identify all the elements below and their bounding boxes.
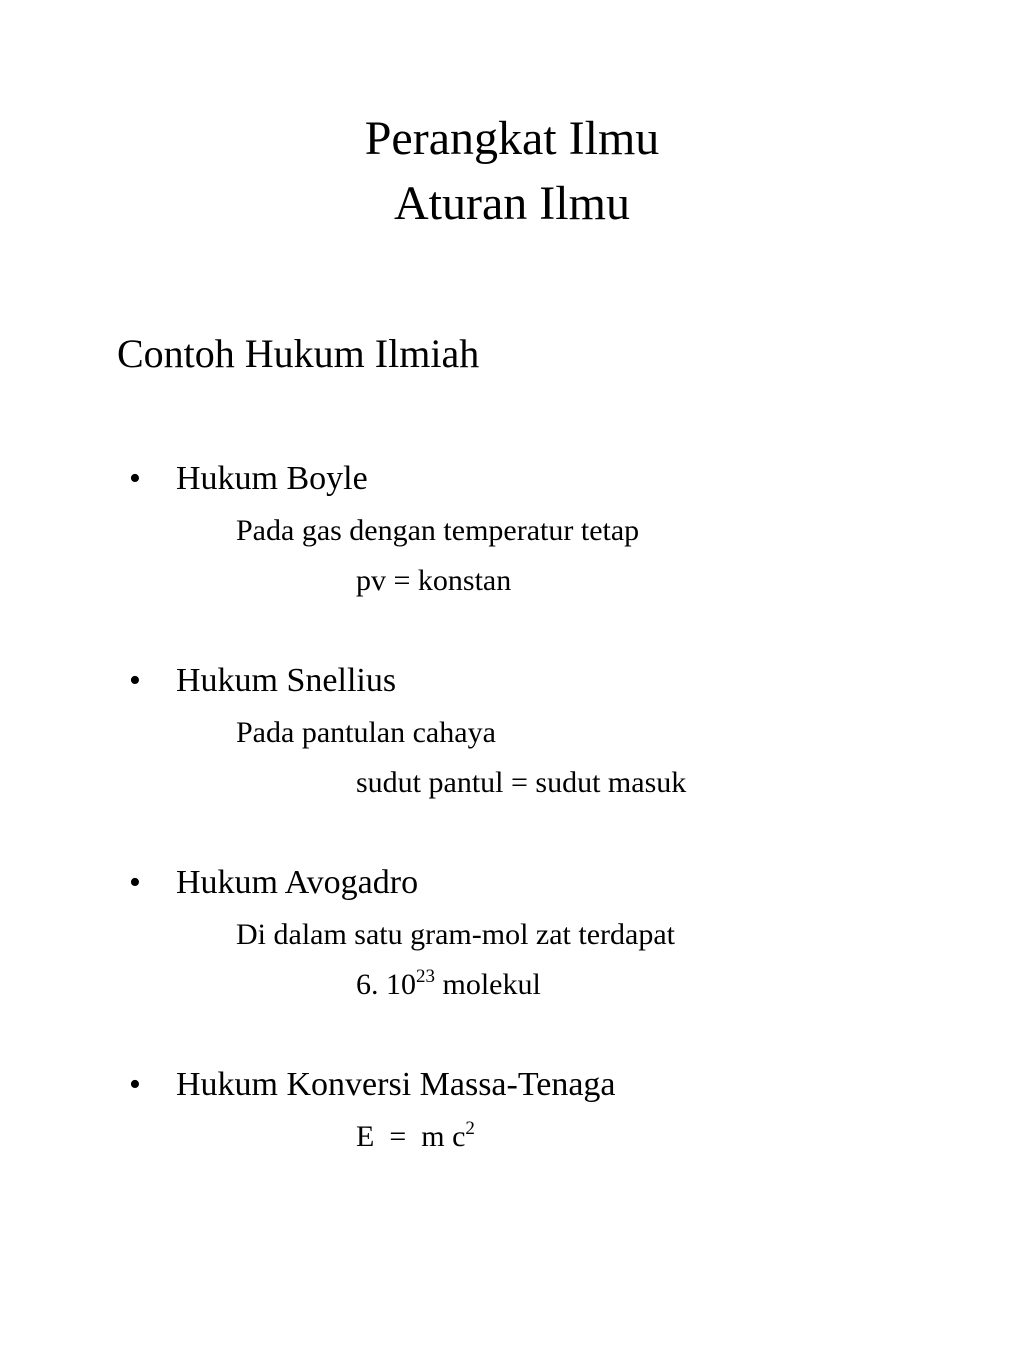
law-title: Hukum Snellius — [176, 662, 397, 699]
formula-base: 6. 10 — [356, 968, 416, 1001]
law-description: Di dalam satu gram-mol zat terdapat — [236, 918, 675, 951]
formula-exponent: 23 — [416, 966, 435, 987]
law-title: Hukum Konversi Massa-Tenaga — [176, 1066, 616, 1103]
law-title: Hukum Avogadro — [176, 864, 419, 901]
section-heading: Contoh Hukum Ilmiah — [117, 331, 480, 376]
bullet-icon: • — [129, 460, 141, 497]
bullet-icon: • — [129, 864, 141, 901]
bullet-icon: • — [129, 1066, 141, 1103]
law-formula — [356, 966, 541, 1001]
formula-exponent: 2 — [465, 1118, 475, 1139]
bullet-icon: • — [129, 662, 141, 699]
law-formula: sudut pantul = sudut masuk — [356, 766, 687, 799]
formula-rest: molekul — [435, 968, 541, 1001]
law-description: Pada gas dengan temperatur tetap — [236, 514, 640, 547]
law-title: Hukum Boyle — [176, 460, 368, 497]
formula-base: E = m c — [356, 1120, 466, 1153]
law-formula: pv = konstan — [356, 564, 512, 597]
slide-title-line-1: Perangkat Ilmu — [364, 112, 660, 165]
law-formula — [356, 1118, 475, 1153]
law-description: Pada pantulan cahaya — [236, 716, 496, 749]
slide-title-line-2: Aturan Ilmu — [394, 177, 630, 230]
